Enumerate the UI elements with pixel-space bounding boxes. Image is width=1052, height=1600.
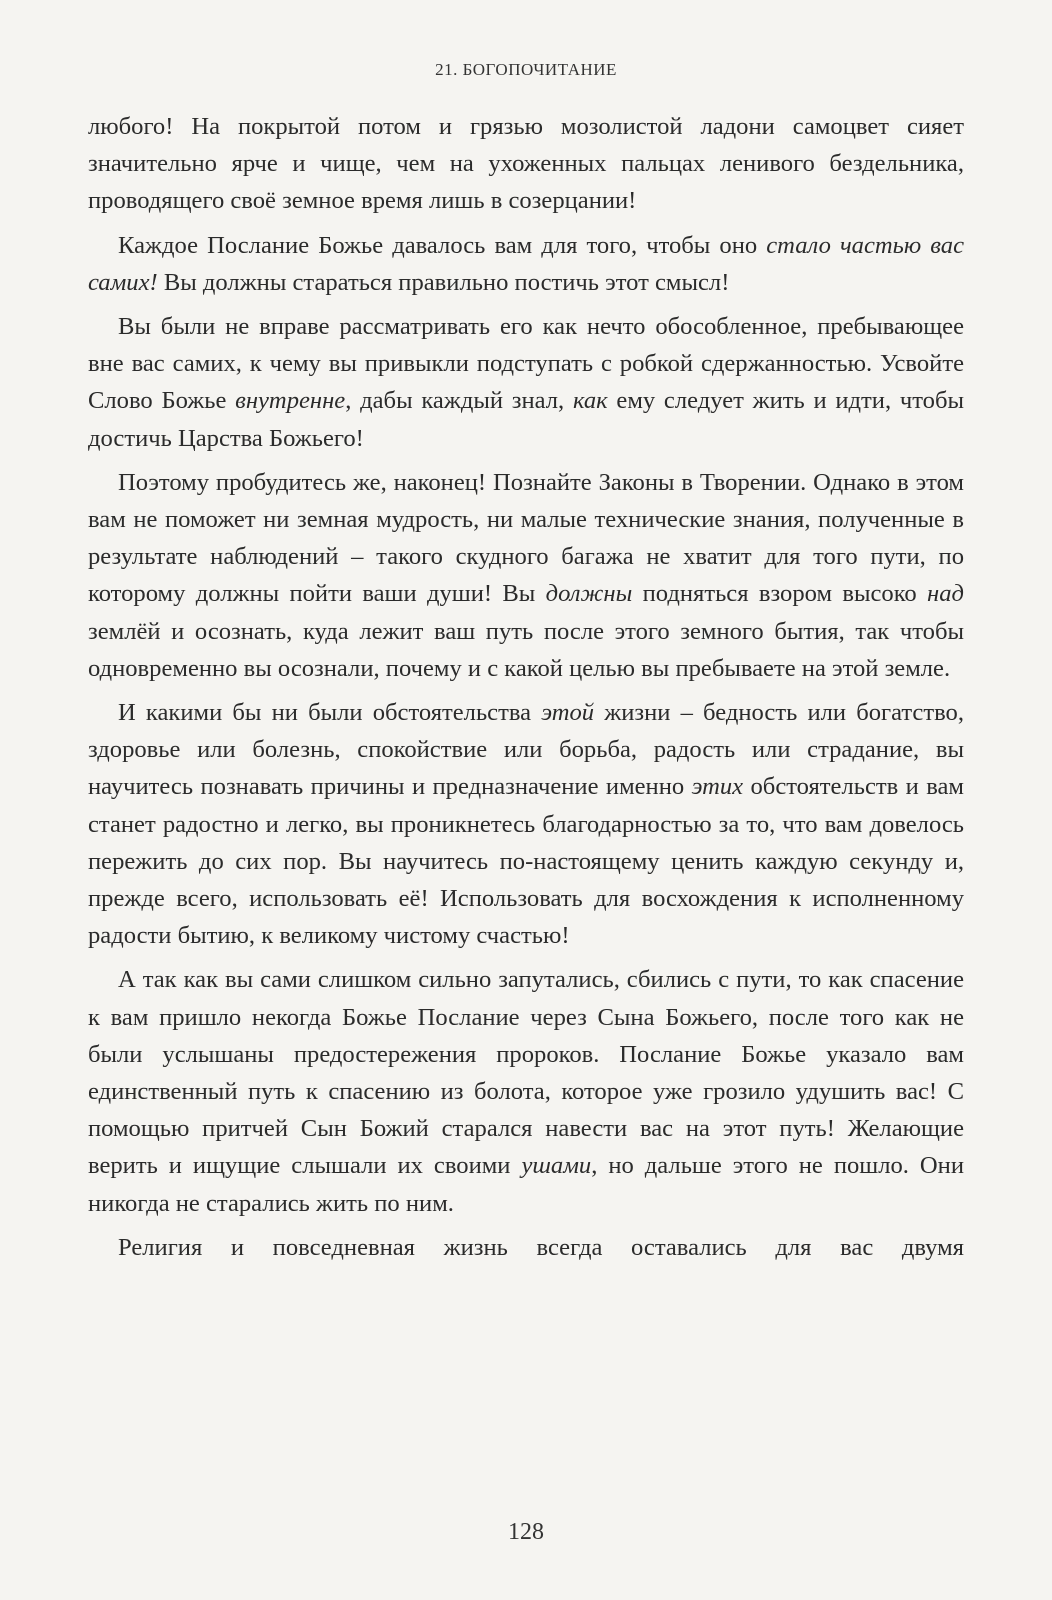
paragraph — [88, 961, 964, 1221]
emphasized-text: этих — [691, 773, 744, 801]
text-run: Вы были не вправе рассматривать его как нечто обособленное, пребывающее вне вас самих, к чему вы привыкли подступать с робкой сдержанностью. Усвойте Слово Божье — [88, 313, 964, 415]
paragraph — [88, 108, 964, 220]
emphasized-text: ушами — [521, 1152, 592, 1180]
emphasized-text: стало частью вас самих! — [88, 231, 964, 296]
body-text — [88, 108, 964, 1273]
text-run: Религия и повседневная жизнь всегда оставались для вас двумя — [118, 1233, 964, 1261]
text-run: обстоятельств и вам станет радостно и легко, вы проникнетесь благодарностью за то, что вам довелось пережить до сих пор. Вы научитесь по-настоящему ценить каждую секунду и, прежде всего, использовать её! Использовать для восхождения к исполненному радости бытию, к великому чистому счастью! — [88, 773, 964, 950]
paragraph — [88, 694, 964, 954]
text-run: Каждое Послание Божье давалось вам для того, чтобы оно — [118, 231, 767, 259]
paragraph — [88, 464, 964, 687]
text-run: любого! На покрытой потом и грязью мозолистой ладони самоцвет сияет значительно ярче и чище, чем на ухоженных пальцах ленивого бездельника, проводящего своё земное время лишь в созерцании! — [88, 113, 964, 215]
text-run: Поэтому пробудитесь же, наконец! Познайте Законы в Творении. Однако в этом вам не поможет ни земная мудрость, ни малые технические знания, полученные в результате наблюдений – такого скудного багажа не хватит для того пути, по которому должны пойти ваши души! Вы — [88, 468, 964, 608]
paragraph — [88, 227, 964, 301]
text-run: И какими бы ни были обстоятельства — [118, 699, 542, 727]
paragraph — [88, 1229, 964, 1266]
emphasized-text: как — [572, 387, 608, 415]
running-head: 21. БОГОПОЧИТАНИЕ — [435, 60, 617, 79]
text-run: подняться взором высоко — [632, 580, 928, 608]
text-run: ему следует жить и идти, чтобы достичь Царства Божьего! — [88, 387, 964, 452]
text-run: , но дальше этого не пошло. Они никогда не старались жить по ним. — [88, 1152, 964, 1217]
text-run: А так как вы сами слишком сильно запутались, сбились с пути, то как спасение к вам пришло некогда Божье Послание через Сына Божьего, после того как не были услышаны предостережения пророков. Послание Божье указало вам единственный путь к спасению из болота, которое уже грозило удушить вас! С помощью притчей Сын Божий старался навести вас на этот путь! Желающие верить и ищущие слышали их своими — [88, 966, 964, 1180]
emphasized-text: внутренне — [235, 387, 346, 415]
paragraph — [88, 308, 964, 457]
emphasized-text: этой — [541, 699, 595, 727]
text-run: землёй и осознать, куда лежит ваш путь после этого земного бытия, так чтобы одновременно вы осознали, почему и с какой целью вы пребываете на этой земле. — [88, 617, 964, 682]
text-run: жизни – бедность или богатство, здоровье или болезнь, спокойствие или борьба, радость или страдание, вы научитесь познавать причины и предназначение именно — [88, 699, 964, 801]
text-run: , дабы каждый знал, — [345, 387, 573, 415]
emphasized-text: над — [927, 580, 964, 608]
emphasized-text: должны — [545, 580, 633, 608]
page-number: 128 — [508, 1519, 544, 1545]
text-run: Вы должны стараться правильно постичь этот смысл! — [157, 268, 730, 296]
